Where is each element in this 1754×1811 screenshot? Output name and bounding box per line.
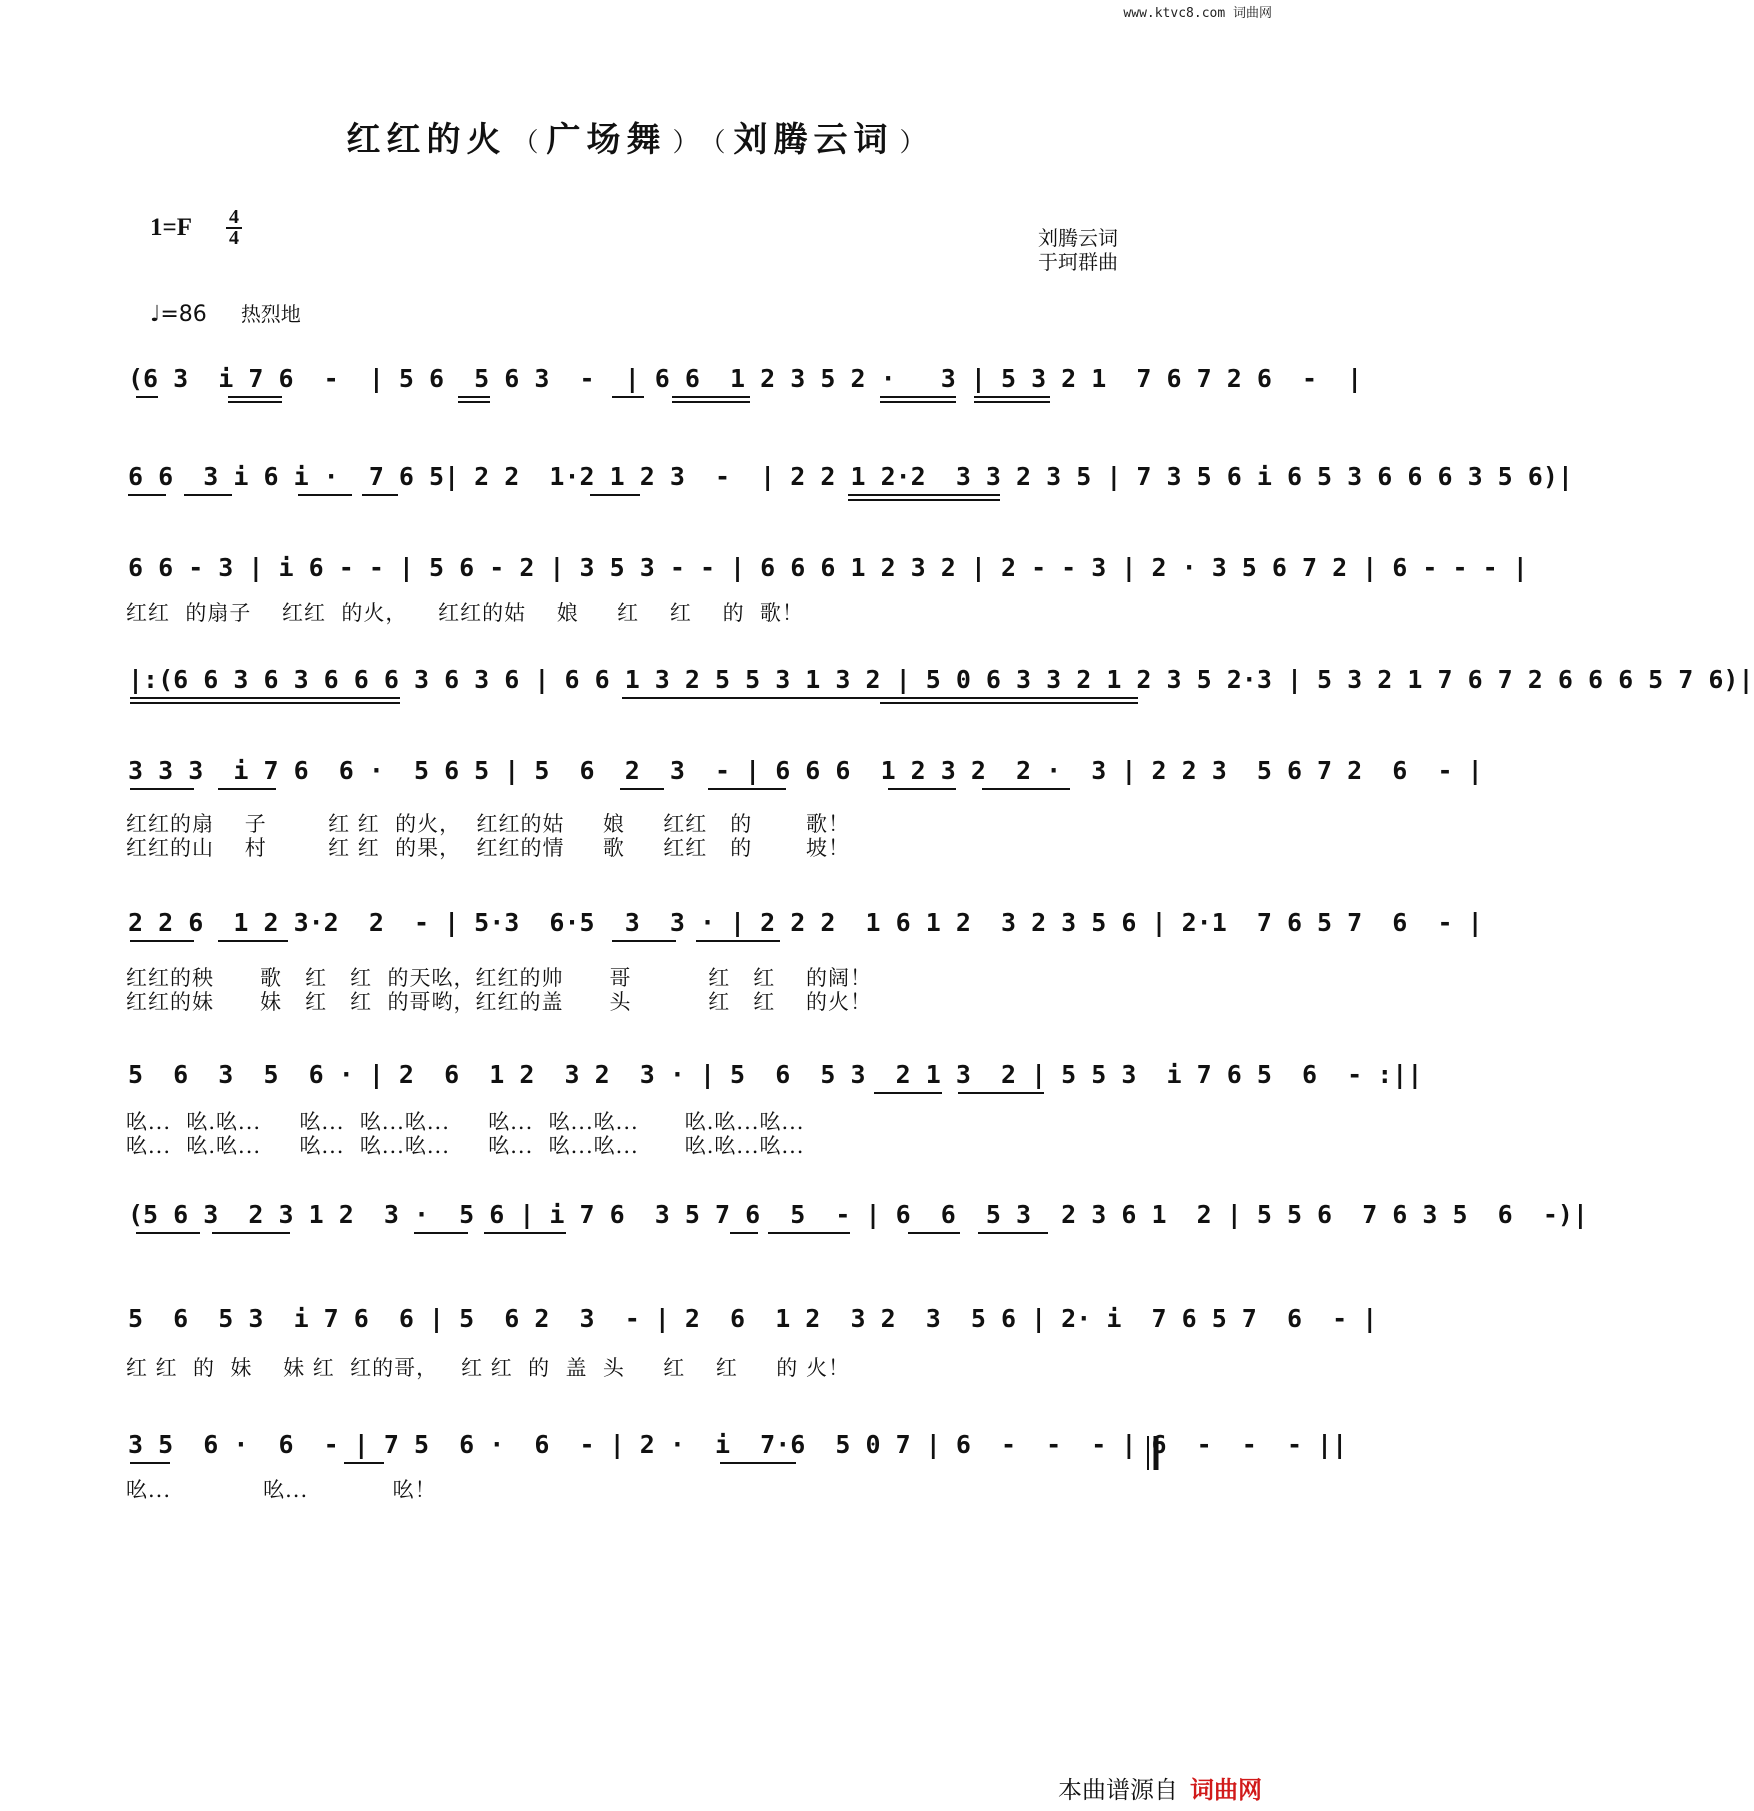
lyric-line-6b: 红红的妹 妹 红 红 的哥哟，红红的盖 头 红 红 的火！ <box>126 990 872 1014</box>
lyric-line-7a: 吆... 吆.吆... 吆... 吆...吆... 吆... 吆...吆... 吆.吆...吆... <box>126 1110 805 1134</box>
title-part1: 广场舞 <box>546 120 667 160</box>
tempo-marking <box>150 298 301 327</box>
title-paren-close-2: ） <box>899 128 928 158</box>
key-signature: 1=F <box>150 214 193 241</box>
score-line-3: 6 6 - 3 | i 6 - - | 5 6 - 2 | 3 5 3 - - | 6 6 6 1 2 3 2 | 2 - - 3 | 2 · 3 5 6 7 2 | 6 - - - | <box>128 553 1528 582</box>
time-signature-top: 4 <box>229 206 239 228</box>
score-line-7: 5 6 3 5 6 · | 2 6 1 2 3 2 3 · | 5 6 5 3 2 1 3 2 | 5 5 3 i 7 6 5 6 - :|| <box>128 1060 1423 1089</box>
lyricist-credit: 刘腾云词 <box>1038 226 1118 250</box>
title-paren-open-1: （ <box>512 128 541 158</box>
time-signature-bottom: 4 <box>229 227 239 249</box>
footer-brand: 词曲网 <box>1190 1776 1262 1804</box>
song-title <box>0 112 1280 161</box>
score-line-8: (5 6 3 2 3 1 2 3 · 5 6 | i 7 6 3 5 7 6 5 - | 6 6 5 3 2 3 6 1 2 | 5 5 6 7 6 3 5 6 -)| <box>128 1200 1588 1229</box>
score-line-2: 6 6 3 i 6 i · 7 6 5| 2 2 1·2 1 2 3 - | 2 2 1 2·2 3 3 2 3 5 | 7 3 5 6 i 6 5 3 6 6 6 3 5 6)| <box>128 462 1573 491</box>
lyric-line-7b: 吆... 吆.吆... 吆... 吆...吆... 吆... 吆...吆... 吆.吆...吆... <box>126 1134 805 1158</box>
lyric-line-6a: 红红的秧 歌 红 红 的天吆，红红的帅 哥 红 红 的阔！ <box>126 966 872 990</box>
title-paren-open-2: （ <box>712 128 728 158</box>
lyric-line-3a: 红红 的扇子 红红 的火， 红红的姑 娘 红 红 的 歌！ <box>126 601 804 625</box>
score-line-10: 3 5 6 · 6 - | 7 5 6 · 6 - | 2 · i 7·6 5 0 7 | 6 - - - | 6 - - - || <box>128 1430 1348 1459</box>
tempo-mark: ♩=86 <box>150 302 207 327</box>
lyric-line-5b: 红红的山 村 红 红 的果， 红红的情 歌 红红 的 坡！ <box>126 836 850 860</box>
lyric-line-9a: 红 红 的 妹 妹 红 红的哥， 红 红 的 盖 头 红 红 的 火！ <box>126 1356 850 1380</box>
site-watermark: www.ktvc8.com 词曲网 <box>1123 6 1272 21</box>
tempo-term: 热烈地 <box>240 302 301 326</box>
lyric-line-5a: 红红的扇 子 红 红 的火， 红红的姑 娘 红红 的 歌！ <box>126 812 850 836</box>
score-line-6: 2 2 6 1 2 3·2 2 - | 5·3 6·5 3 3 · | 2 2 2 1 6 1 2 3 2 3 5 6 | 2·1 7 6 5 7 6 - | <box>128 908 1483 937</box>
lyric-line-10a: 吆... 吆... 吆！ <box>126 1478 437 1502</box>
title-part2: 刘腾云词 <box>733 120 894 160</box>
footer-source <box>1058 1770 1262 1805</box>
score-line-5: 3 3 3 i 7 6 6 · 5 6 5 | 5 6 2 3 - | 6 6 6 1 2 3 2 2 · 3 | 2 2 3 5 6 7 2 6 - | <box>128 756 1483 785</box>
footer-source-text: 本曲谱源自 <box>1058 1776 1178 1804</box>
score-line-1: (6 3 i 7 6 - | 5 6 5 6 3 - | 6 6 1 2 3 5 2 · 3 | 5 3 2 1 7 6 7 2 6 - | <box>128 364 1363 393</box>
composer-credit: 于珂群曲 <box>1038 250 1118 274</box>
score-line-9: 5 6 5 3 i 7 6 6 | 5 6 2 3 - | 2 6 1 2 3 2 3 5 6 | 2· i 7 6 5 7 6 - | <box>128 1304 1378 1333</box>
time-signature <box>226 208 242 248</box>
title-paren-close-1: ） <box>672 128 701 158</box>
title-main: 红红的火 <box>346 120 507 160</box>
score-line-4: |:(6 6 3 6 3 6 6 6 3 6 3 6 | 6 6 1 3 2 5 5 3 1 3 2 | 5 0 6 3 3 2 1 2 3 5 2·3 | 5 3 2 1 7 6 7 2 6 6 6 5 7 6)| <box>128 665 1754 694</box>
